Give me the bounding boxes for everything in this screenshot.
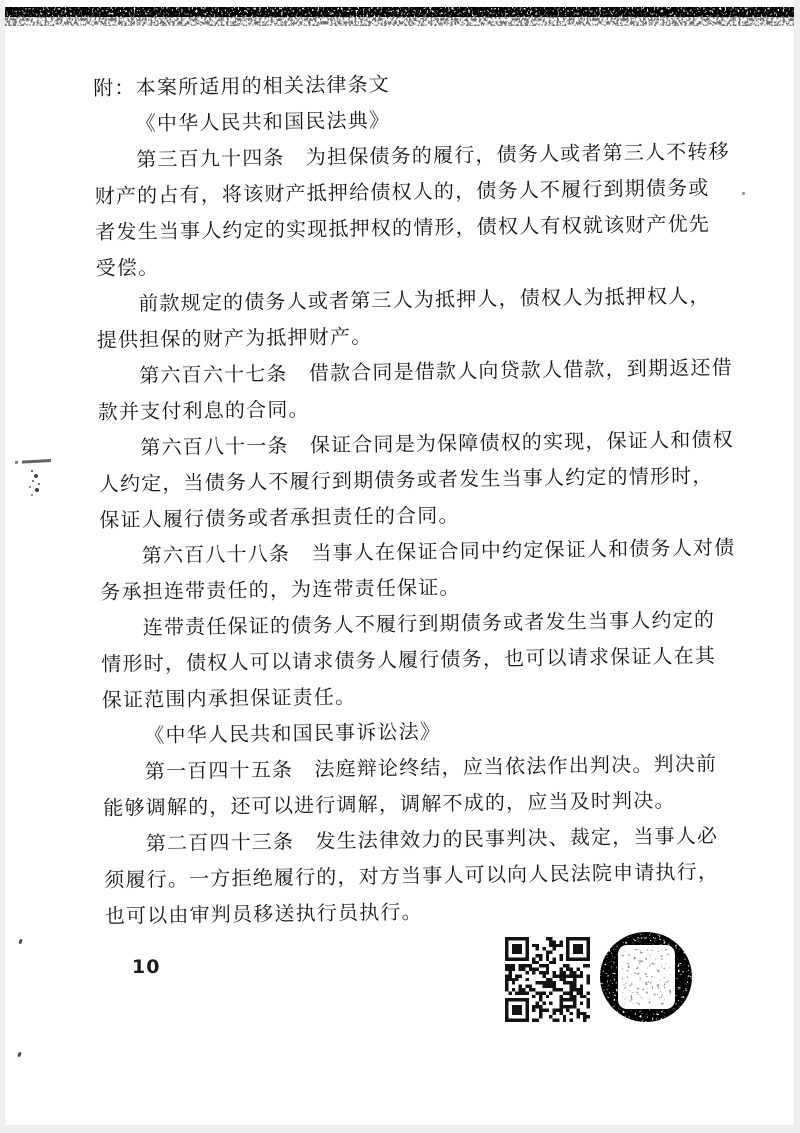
text-line: 《中华人民共和国民法典》 (135, 107, 391, 136)
text-line: 第三百九十四条 为担保债务的履行，债务人或者第三人不转移 (136, 139, 730, 172)
text-line: 受偿。 (95, 255, 160, 280)
text-line: 须履行。一方拒绝履行的，对方当事人可以向人民法院申请执行， (104, 859, 720, 892)
scan-artifact-top-band (5, 5, 794, 27)
scan-artifact-speck (742, 192, 745, 195)
text-line: 《中华人民共和国民事诉讼法》 (144, 719, 442, 748)
text-line: 连带责任保证的债务人不履行到期债务或者发生当事人约定的 (142, 607, 716, 640)
text-line: 第六百六十七条 借款合同是借款人向贷款人借款，到期返还借 (139, 355, 733, 388)
scan-artifact-smudge-dots (31, 470, 33, 472)
text-line: 者发生当事人约定的实现抵押权的情形，债权人有权就该财产优先 (95, 211, 711, 244)
text-line: 附：本案所适用的相关法律条文 (93, 71, 391, 100)
text-line: 财产的占有，将该财产抵押给债权人的，债务人不履行到期债务或 (94, 175, 710, 208)
text-line: 保证范围内承担保证责任。 (101, 684, 357, 712)
legal-text (93, 61, 750, 934)
scan-artifact-speck (18, 939, 23, 945)
text-line: 第二百四十三条 发生法律效力的民事判决、裁定，当事人必 (145, 823, 719, 856)
page-number: 10 (132, 956, 161, 978)
text-line: 也可以由审判员移送执行员执行。 (104, 899, 423, 928)
text-line: 第六百八十八条 当事人在保证合同中约定保证人和债务人对债 (141, 535, 736, 568)
qr-code (505, 937, 590, 1022)
round-seal-stamp (597, 930, 696, 1025)
seal-center-text-noise (622, 949, 671, 1005)
text-line: 人约定，当债务人不履行到期债务或者发生当事人约定的情形时， (98, 463, 714, 496)
scan-artifact-speck (17, 1052, 22, 1058)
document-page (5, 0, 794, 1125)
text-line: 情形时，债权人可以请求债务人履行债务，也可以请求保证人在其 (101, 643, 717, 676)
text-line: 款并支付利息的合同。 (97, 397, 310, 424)
text-line: 务承担连带责任的，为连带责任保证。 (100, 574, 461, 604)
text-line: 第六百八十一条 保证合同是为保障债权的实现，保证人和债权 (140, 427, 734, 460)
text-line: 提供担保的财产为抵押财产。 (96, 324, 373, 352)
text-line: 能够调解的，还可以进行调解，调解不成的，应当及时判决。 (103, 787, 676, 820)
scan-artifact-smudge-dash (15, 459, 51, 464)
text-line: 前款规定的债务人或者第三人为抵押人，债权人为抵押权人， (138, 283, 711, 316)
text-line: 保证人履行债务或者承担责任的合同。 (99, 502, 460, 532)
text-line: 第一百四十五条 法庭辩论终结，应当依法作出判决。判决前 (144, 751, 718, 784)
